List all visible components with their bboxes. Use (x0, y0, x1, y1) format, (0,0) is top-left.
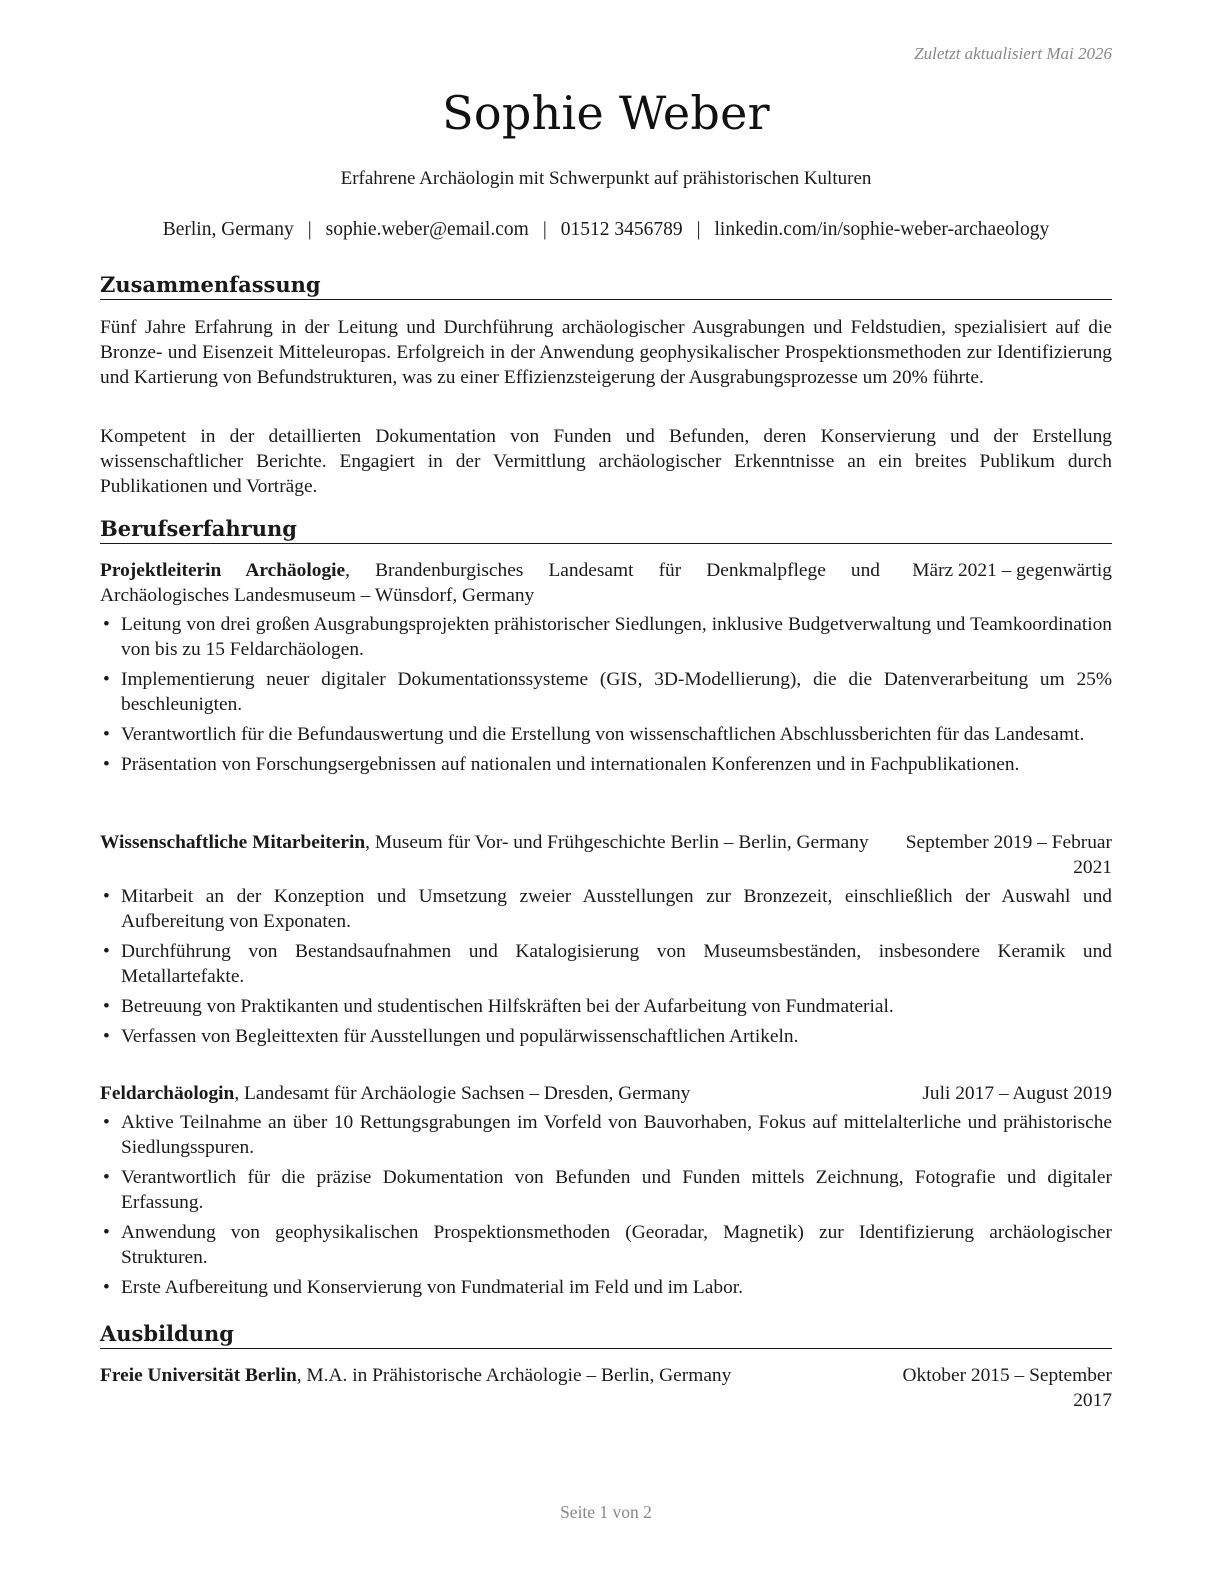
job-header (100, 830, 1112, 880)
contact-separator: | (307, 219, 312, 240)
education-title-line (100, 1363, 860, 1388)
job-role: Projektleiterin Archäologie (100, 560, 346, 581)
job-employer: , Landesamt für Archäologie Sachsen – Dresden, Germany (234, 1083, 691, 1104)
education-dates: Oktober 2015 – September 2017 (902, 1365, 1112, 1411)
job-bullet-list (100, 1110, 1112, 1300)
job-bullet: • Aktive Teilnahme an über 10 Rettungsgrabungen im Vorfeld von Bauvorhaben, Fokus auf mittelalterliche und prähistorische Siedlungsspuren. (103, 1112, 1112, 1158)
bullet-dot-icon: • (103, 886, 110, 907)
job-entry (100, 830, 1112, 1054)
contact-location: Berlin, Germany (162, 219, 294, 240)
contact-email[interactable]: sophie.weber@email.com (325, 219, 529, 240)
candidate-name: Sophie Weber (442, 86, 770, 140)
contact-line (100, 219, 1112, 241)
bullet-dot-icon: • (103, 941, 110, 962)
bullet-dot-icon: • (103, 1026, 110, 1047)
contact-separator: | (696, 219, 701, 240)
job-entry (100, 558, 1112, 782)
job-bullet: • Verfassen von Begleittexten für Ausstellungen und populärwissenschaftlichen Artikeln. (103, 1026, 799, 1047)
contact-separator: | (542, 219, 547, 240)
job-role: Wissenschaftliche Mitarbeiterin (100, 832, 366, 853)
job-bullet: • Leitung von drei großen Ausgrabungsprojekten prähistorischer Siedlungen, inklusive Budgetverwaltung und Teamkoordination von bis zu 15 Feldarchäologen. (103, 614, 1112, 660)
bullet-dot-icon: • (103, 1167, 110, 1188)
bullet-dot-icon: • (103, 724, 110, 745)
section-title-summary: Zusammenfassung (100, 272, 1112, 300)
job-bullet: • Durchführung von Bestandsaufnahmen und Katalogisierung von Museumsbeständen, insbesondere Keramik und Metallartefakte. (103, 941, 1112, 987)
job-header (100, 558, 1112, 608)
education-degree: , M.A. in Prähistorische Archäologie – Berlin, Germany (296, 1365, 732, 1386)
bullet-dot-icon: • (103, 996, 110, 1017)
job-bullet-list (100, 612, 1112, 777)
education-school: Freie Universität Berlin (100, 1365, 297, 1386)
job-employer: , Museum für Vor- und Frühgeschichte Berlin – Berlin, Germany (365, 832, 869, 853)
section-title-education: Ausbildung (100, 1321, 1112, 1349)
job-bullet: • Implementierung neuer digitaler Dokumentationssysteme (GIS, 3D-Modellierung), die die Datenverarbeitung um 25% beschleunigten. (103, 669, 1112, 715)
job-title-line (100, 558, 880, 608)
job-dates: März 2021 – gegenwärtig (912, 560, 1112, 581)
job-entry (100, 1081, 1112, 1305)
summary-paragraph: Fünf Jahre Erfahrung in der Leitung und Durchführung archäologischer Ausgrabungen und Feldstudien, spezialisiert auf die Bronze- und Eisenzeit Mitteleuropas. Erfolgreich in der Anwendung geophysikalischer Prospektionsmethoden zur Identifizierung und Kartierung von Befundstrukturen, was zu einer Effizienzsteigerung der Ausgrabungsprozesse um 20% führte. (100, 317, 1112, 388)
job-bullet: • Verantwortlich für die präzise Dokumentation von Befunden und Funden mittels Zeichnung, Fotografie und digitaler Erfassung. (103, 1167, 1112, 1213)
job-bullet-list (100, 884, 1112, 1049)
job-bullet: • Anwendung von geophysikalischen Prospektionsmethoden (Georadar, Magnetik) zur Identifizierung archäologischer Strukturen. (103, 1222, 1112, 1268)
bullet-dot-icon: • (103, 1277, 110, 1298)
job-bullet: • Betreuung von Praktikanten und studentischen Hilfskräften bei der Aufarbeitung von Fundmaterial. (103, 996, 894, 1017)
contact-linkedin[interactable]: linkedin.com/in/sophie-weber-archaeology (714, 219, 1050, 240)
job-employer: , Brandenburgisches Landesamt für Denkmalpflege und Archäologisches Landesmuseum – Wünsdorf, Germany (100, 560, 880, 606)
job-bullet: • Verantwortlich für die Befundauswertung und die Erstellung von wissenschaftlichen Abschlussberichten für das Landesamt. (103, 724, 1085, 745)
job-header (100, 1081, 1112, 1106)
job-dates: Juli 2017 – August 2019 (922, 1083, 1112, 1104)
last-updated-note: Zuletzt aktualisiert Mai 2026 (914, 44, 1112, 63)
education-header (100, 1363, 1112, 1413)
summary-paragraph: Kompetent in der detaillierten Dokumentation von Funden und Befunden, deren Konservierung und der Erstellung wissenschaftlicher Berichte. Engagiert in der Vermittlung archäologischer Erkenntnisse an ein breites Publikum durch Publikationen und Vorträge. (100, 426, 1112, 497)
job-bullet: • Erste Aufbereitung und Konservierung von Fundmaterial im Feld und im Labor. (103, 1277, 744, 1298)
bullet-dot-icon: • (103, 1112, 110, 1133)
bullet-dot-icon: • (103, 614, 110, 635)
education-entry (100, 1363, 1112, 1413)
job-dates: September 2019 – Februar 2021 (905, 832, 1112, 878)
bullet-dot-icon: • (103, 1222, 110, 1243)
contact-phone: 01512 3456789 (560, 219, 683, 240)
page-number-footer: Seite 1 von 2 (560, 1502, 652, 1522)
bullet-dot-icon: • (103, 669, 110, 690)
candidate-tagline: Erfahrene Archäologin mit Schwerpunkt auf prähistorischen Kulturen (340, 168, 872, 189)
bullet-dot-icon: • (103, 754, 110, 775)
job-title-line (100, 830, 875, 855)
job-role: Feldarchäologin (100, 1083, 235, 1104)
job-title-line (100, 1081, 860, 1106)
job-bullet: • Präsentation von Forschungsergebnissen auf nationalen und internationalen Konferenzen und in Fachpublikationen. (103, 754, 1020, 775)
section-title-experience: Berufserfahrung (100, 516, 1112, 544)
job-bullet: • Mitarbeit an der Konzeption und Umsetzung zweier Ausstellungen zur Bronzezeit, einschließlich der Auswahl und Aufbereitung von Exponaten. (103, 886, 1112, 932)
